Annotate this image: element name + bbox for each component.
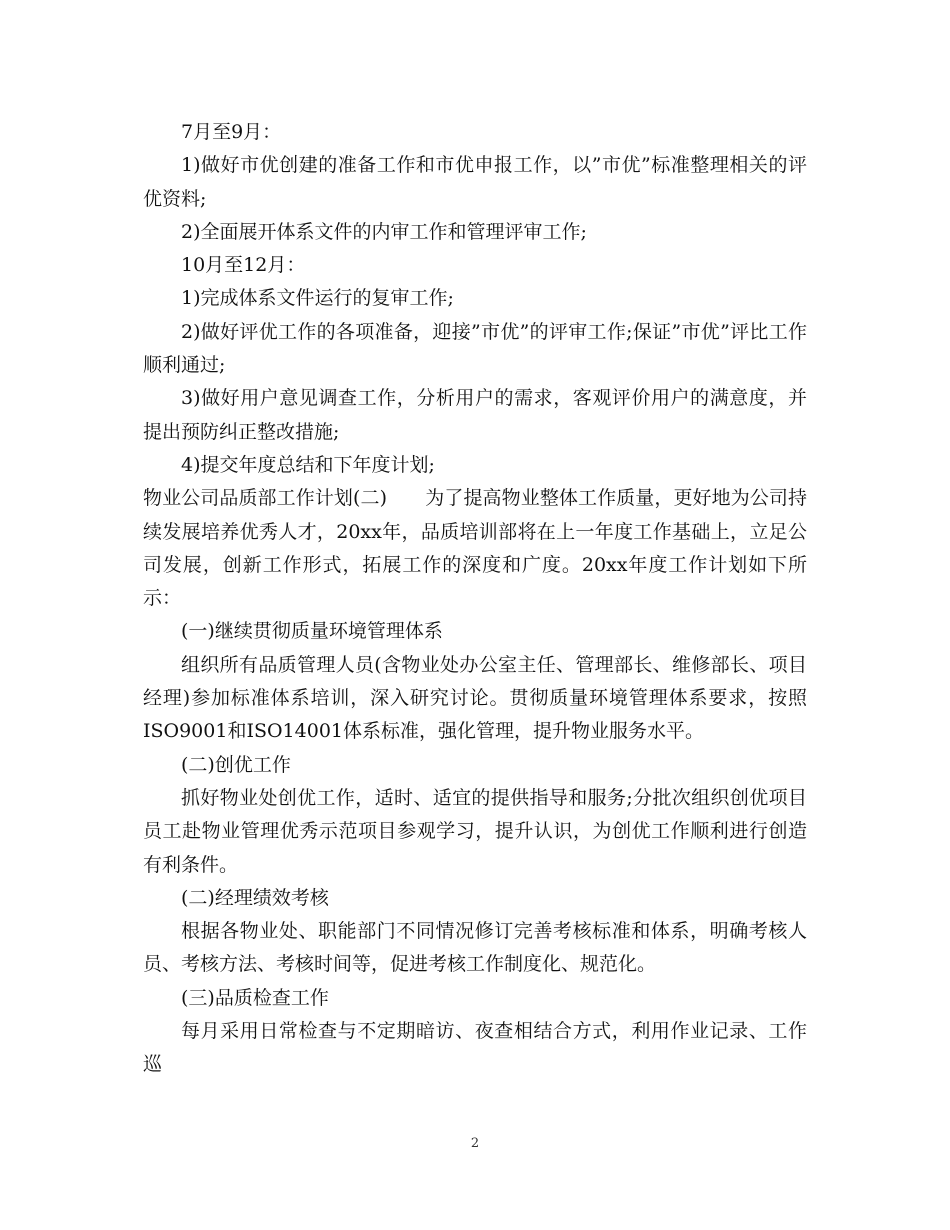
paragraph: 10月至12月： bbox=[181, 254, 306, 277]
paragraph: 4)提交年度总结和下年度计划; bbox=[181, 453, 435, 476]
paragraph: 2)全面展开体系文件的内审工作和管理评审工作; bbox=[181, 220, 587, 243]
paragraph: 物业公司品质部工作计划(二) 为了提高物业整体工作质量，更好地为公司持续发展培养优秀人才，20xx年，品质培训部将在上一年度工作基础上，立足公司发展，创新工作形式，拓展工作的深度和广度。20xx年度工作计划如下所示： bbox=[143, 487, 807, 610]
page-number: 2 bbox=[470, 1136, 480, 1151]
paragraph: 每月采用日常检查与不定期暗访、夜查相结合方式，利用作业记录、工作巡 bbox=[143, 1020, 807, 1076]
paragraph: 3)做好用户意见调查工作，分析用户的需求，客观评价用户的满意度，并提出预防纠正整改措施; bbox=[143, 387, 807, 443]
paragraph: (二)创优工作 bbox=[181, 753, 291, 776]
paragraph: 根据各物业处、职能部门不同情况修订完善考核标准和体系，明确考核人员、考核方法、考核时间等，促进考核工作制度化、规范化。 bbox=[143, 920, 807, 976]
paragraph: 2)做好评优工作的各项准备，迎接”市优”的评审工作;保证”市优”评比工作顺利通过; bbox=[143, 320, 807, 377]
paragraph: (一)继续贯彻质量环境管理体系 bbox=[181, 620, 443, 643]
paragraph: 组织所有品质管理人员(含物业处办公室主任、管理部长、维修部长、项目经理)参加标准体系培训，深入研究讨论。贯彻质量环境管理体系要求，按照ISO9001和ISO14001体系标准，强化管理，提升物业服务水平。 bbox=[143, 653, 807, 743]
document-body bbox=[143, 116, 807, 1082]
paragraph: 1)完成体系文件运行的复审工作; bbox=[181, 287, 454, 310]
paragraph: (三)品质检查工作 bbox=[181, 986, 329, 1009]
paragraph: (二)经理绩效考核 bbox=[181, 886, 329, 909]
paragraph: 抓好物业处创优工作，适时、适宜的提供指导和服务;分批次组织创优项目员工赴物业管理优秀示范项目参观学习，提升认识，为创优工作顺利进行创造有利条件。 bbox=[143, 786, 807, 876]
paragraph: 7月至9月： bbox=[181, 121, 282, 143]
paragraph: 1)做好市优创建的准备工作和市优申报工作，以”市优”标准整理相关的评优资料; bbox=[143, 154, 807, 210]
